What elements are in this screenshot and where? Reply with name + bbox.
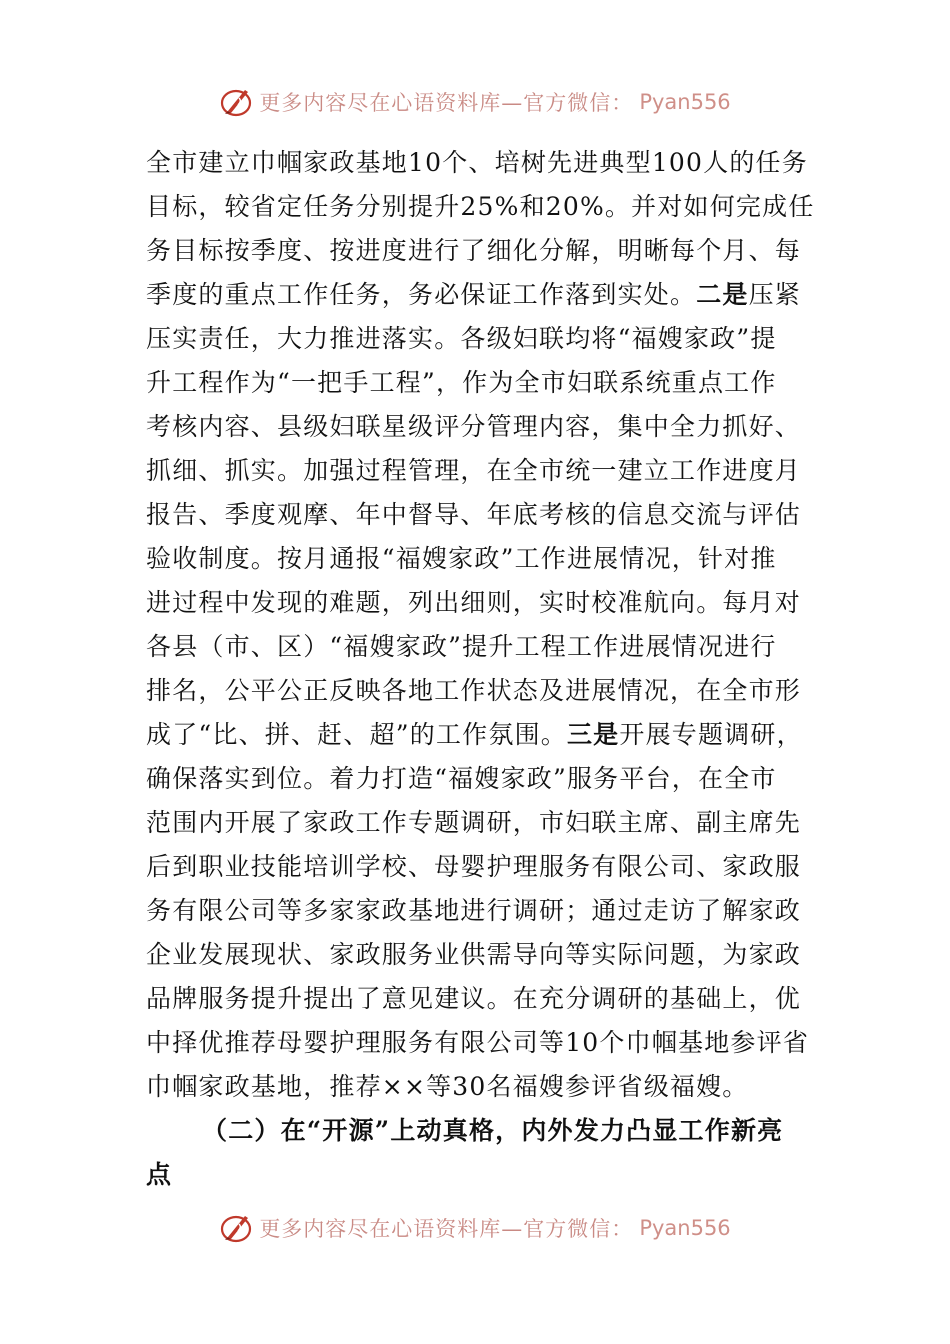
text-line: 中择优推荐母婴护理服务有限公司等10个巾帼基地参评省 bbox=[146, 1028, 810, 1057]
watermark-text: 更多内容尽在心语资料库—官方微信： bbox=[259, 91, 634, 115]
bold-marker: 三是 bbox=[566, 720, 620, 749]
text-line bbox=[146, 273, 802, 317]
text-line bbox=[146, 713, 803, 757]
document-body bbox=[146, 141, 815, 1197]
section-heading-continued: 点 bbox=[146, 1160, 173, 1189]
watermark-wechat-id: Pyan556 bbox=[639, 90, 731, 114]
watermark-text: 更多内容尽在心语资料库—官方微信： bbox=[259, 1217, 634, 1241]
text-line: 范围内开展了家政工作专题调研，市妇联主席、副主席先 bbox=[146, 808, 802, 837]
text-line: 升工程作为“一把手工程”，作为全市妇联系统重点工作 bbox=[146, 368, 777, 397]
text-run: 压紧 bbox=[748, 280, 802, 309]
text-line: 全市建立巾帼家政基地10个、培树先进典型100人的任务 bbox=[146, 148, 808, 177]
text-line: 企业发展现状、家政服务业供需导向等实际问题，为家政 bbox=[146, 940, 802, 969]
text-line: 报告、季度观摩、年中督导、年底考核的信息交流与评估 bbox=[146, 500, 802, 529]
text-line: 后到职业技能培训学校、母婴护理服务有限公司、家政服 bbox=[146, 852, 802, 881]
text-line: 品牌服务提升提出了意见建议。在充分调研的基础上，优 bbox=[146, 984, 802, 1013]
pen-circle-logo-icon bbox=[219, 1210, 255, 1246]
text-line: 验收制度。按月通报“福嫂家政”工作进展情况，针对推 bbox=[146, 544, 777, 573]
footer-watermark bbox=[0, 1208, 950, 1248]
text-run: 开展专题调研， bbox=[619, 720, 803, 749]
text-line: 目标，较省定任务分别提升25%和20%。并对如何完成任 bbox=[146, 192, 815, 221]
text-line: 考核内容、县级妇联星级评分管理内容，集中全力抓好、 bbox=[146, 412, 802, 441]
text-line: 抓细、抓实。加强过程管理，在全市统一建立工作进度月 bbox=[146, 456, 802, 485]
text-line: 巾帼家政基地，推荐××等30名福嫂参评省级福嫂。 bbox=[146, 1072, 749, 1101]
watermark-wechat-id: Pyan556 bbox=[639, 1216, 731, 1240]
text-run: 成了“比、拼、赶、超”的工作氛围。 bbox=[146, 720, 567, 749]
text-line: 确保落实到位。着力打造“福嫂家政”服务平台，在全市 bbox=[146, 764, 777, 793]
text-line: 进过程中发现的难题，列出细则，实时校准航向。每月对 bbox=[146, 588, 802, 617]
pen-circle-logo-icon bbox=[219, 84, 255, 120]
text-line: 各县（市、区）“福嫂家政”提升工程工作进展情况进行 bbox=[146, 632, 777, 661]
section-heading: （二）在“开源”上动真格，内外发力凸显工作新亮 bbox=[202, 1116, 784, 1145]
header-watermark bbox=[0, 82, 950, 122]
text-run: 季度的重点工作任务，务必保证工作落到实处。 bbox=[146, 280, 697, 309]
text-line: 务目标按季度、按进度进行了细化分解，明晰每个月、每 bbox=[146, 236, 802, 265]
text-line: 务有限公司等多家家政基地进行调研；通过走访了解家政 bbox=[146, 896, 802, 925]
text-line: 压实责任，大力推进落实。各级妇联均将“福嫂家政”提 bbox=[146, 324, 777, 353]
bold-marker: 二是 bbox=[696, 280, 749, 309]
text-line: 排名，公平公正反映各地工作状态及进展情况，在全市形 bbox=[146, 676, 802, 705]
